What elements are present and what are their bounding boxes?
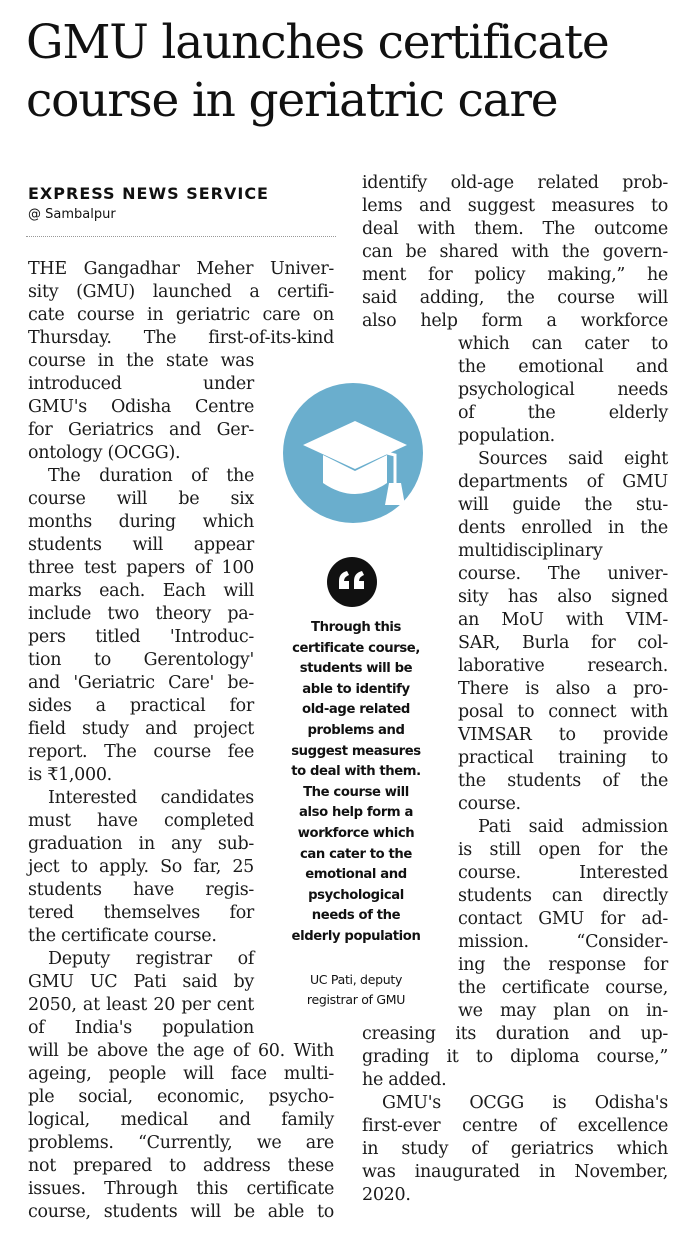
body-line: include two theory pa- (28, 604, 254, 624)
body-line: months during which (28, 512, 254, 532)
attribution-line: registrar of GMU (306, 992, 406, 1007)
pull-quote-line: certificate course, (292, 640, 420, 656)
body-line: practical training to (458, 748, 668, 768)
body-line: for Geriatrics and Ger- (28, 420, 254, 440)
body-line: 2020. (362, 1185, 411, 1205)
body-line: not prepared to address these (28, 1156, 334, 1176)
body-line: three test papers of 100 (28, 558, 254, 578)
body-line: ment for policy making,” he (362, 265, 668, 285)
pull-quote-line: also help form a (299, 805, 413, 821)
pull-quote-line: Through this (310, 620, 402, 635)
body-line: creasing its duration and up- (362, 1024, 668, 1044)
body-line: students can directly (458, 886, 668, 906)
body-line: Deputy registrar of (48, 949, 254, 969)
body-line: posal to connect with (458, 702, 668, 722)
body-line: was inaugurated in November, (362, 1162, 668, 1182)
body-line: identify old-age related prob- (362, 173, 668, 193)
body-line: an MoU with VIM- (458, 610, 668, 630)
body-line: the students of the (458, 771, 668, 791)
pull-quote-line: needs of the (311, 908, 401, 924)
body-line: contact GMU for ad- (458, 909, 668, 929)
body-line: ple social, economic, psycho- (28, 1087, 334, 1107)
body-line: logical, medical and family (28, 1110, 334, 1130)
body-line: course in the state was (28, 351, 254, 371)
body-line: pers titled 'Introduc- (28, 627, 254, 647)
headline: GMU launches certificate course in geriatric care (26, 15, 609, 128)
body-line: 2050, at least 20 per cent (28, 995, 254, 1015)
body-line: course will be six (28, 489, 254, 509)
attribution-line: UC Pati, deputy (309, 972, 403, 987)
pull-quote-line: students will be (299, 661, 413, 677)
pull-quote-line: old-age related (302, 702, 410, 718)
pull-quote-line: elderly population (291, 928, 421, 944)
body-line: GMU UC Pati said by (28, 972, 254, 992)
pull-quote-line: problems and (307, 722, 405, 738)
dateline: @ Sambalpur (28, 207, 116, 222)
body-line: marks each. Each will (28, 581, 254, 601)
pull-quote-line: to deal with them. (291, 764, 421, 780)
body-line: grading it to diploma course,” (362, 1047, 668, 1067)
body-line: psychological needs (458, 380, 668, 400)
body-line: the emotional and (458, 357, 668, 377)
body-line: THE Gangadhar Meher Univer- (28, 259, 334, 279)
body-line: Pati said admission (478, 817, 668, 837)
graduation-cap-icon (283, 383, 423, 523)
body-line: of the elderly (458, 403, 668, 423)
body-line: laborative research. (458, 656, 668, 676)
body-line: will be above the age of 60. With (28, 1041, 334, 1061)
body-line: the certificate course, (458, 978, 668, 998)
body-line: course, students will be able to (28, 1202, 334, 1222)
body-line: Interested candidates (48, 788, 254, 808)
body-line: ontology (OCGG). (28, 443, 181, 463)
body-line: will guide the stu- (458, 495, 668, 515)
body-line: GMU's OCGG is Odisha's (382, 1093, 668, 1113)
body-line: course. Interested (458, 863, 668, 883)
pull-quote-line: can cater to the (300, 846, 412, 862)
body-line: of India's population (28, 1018, 254, 1038)
body-line: There is also a pro- (458, 679, 668, 699)
body-line: must have completed (28, 811, 254, 831)
body-line: can be shared with the govern- (362, 242, 668, 262)
body-line: and 'Geriatric Care' be- (28, 673, 254, 693)
body-line: dents enrolled in the (458, 518, 668, 538)
body-line: in study of geriatrics which (362, 1139, 668, 1159)
pull-quote-attribution (290, 970, 422, 1010)
body-line: sity (GMU) launched a certifi- (28, 282, 334, 302)
body-line: ing the response for (458, 955, 668, 975)
body-line: course. (458, 794, 521, 814)
body-line: lems and suggest measures to (362, 196, 668, 216)
body-line: ageing, people will face multi- (28, 1064, 334, 1084)
body-line: Thursday. The first-of-its-kind (28, 328, 334, 348)
body-line: students have regis- (28, 880, 254, 900)
body-line: GMU's Odisha Centre (28, 397, 254, 417)
pull-quote-line: The course will (303, 784, 409, 800)
pull-quote-line: psychological (308, 887, 404, 903)
body-line: sity has also signed (458, 587, 668, 607)
body-line: departments of GMU (458, 472, 668, 492)
body-line: multidisciplinary (458, 541, 603, 561)
body-line: the certificate course. (28, 926, 217, 946)
body-line: is ₹1,000. (28, 765, 112, 785)
body-line: is still open for the (458, 840, 668, 860)
body-line: graduation in any sub- (28, 834, 254, 854)
body-line: VIMSAR to provide (458, 725, 668, 745)
byline: EXPRESS NEWS SERVICE (28, 184, 269, 203)
body-line: report. The course fee (28, 742, 254, 762)
body-line: cate course in geriatric care on (28, 305, 334, 325)
body-line: course. The univer- (458, 564, 668, 584)
body-line: issues. Through this certificate (28, 1179, 334, 1199)
body-line: tion to Gerentology' (28, 650, 254, 670)
body-line: first-ever centre of excellence (362, 1116, 668, 1136)
byline-divider (26, 236, 336, 237)
body-line: we may plan on in- (458, 1001, 668, 1021)
body-line: also help form a workforce (362, 311, 668, 331)
pull-quote-line: able to identify (302, 681, 410, 697)
body-line: he added. (362, 1070, 447, 1090)
body-line: population. (458, 426, 555, 446)
body-line: said adding, the course will (362, 288, 668, 308)
body-line: sides a practical for (28, 696, 254, 716)
body-line: SAR, Burla for col- (458, 633, 668, 653)
pull-quote-line: suggest measures (291, 743, 421, 759)
body-line: introduced under (28, 374, 254, 394)
pull-quote (274, 618, 438, 948)
body-line: which can cater to (458, 334, 668, 354)
body-line: students will appear (28, 535, 254, 555)
body-line: Sources said eight (478, 449, 668, 469)
pull-quote-line: emotional and (305, 867, 407, 883)
body-line: field study and project (28, 719, 254, 739)
body-line: mission. “Consider- (458, 932, 668, 952)
quote-icon (327, 557, 377, 607)
body-line: The duration of the (48, 466, 254, 486)
body-line: problems. “Currently, we are (28, 1133, 334, 1153)
body-line: ject to apply. So far, 25 (28, 857, 254, 877)
body-line: deal with them. The outcome (362, 219, 668, 239)
pull-quote-line: workforce which (297, 825, 415, 841)
body-line: tered themselves for (28, 903, 254, 923)
